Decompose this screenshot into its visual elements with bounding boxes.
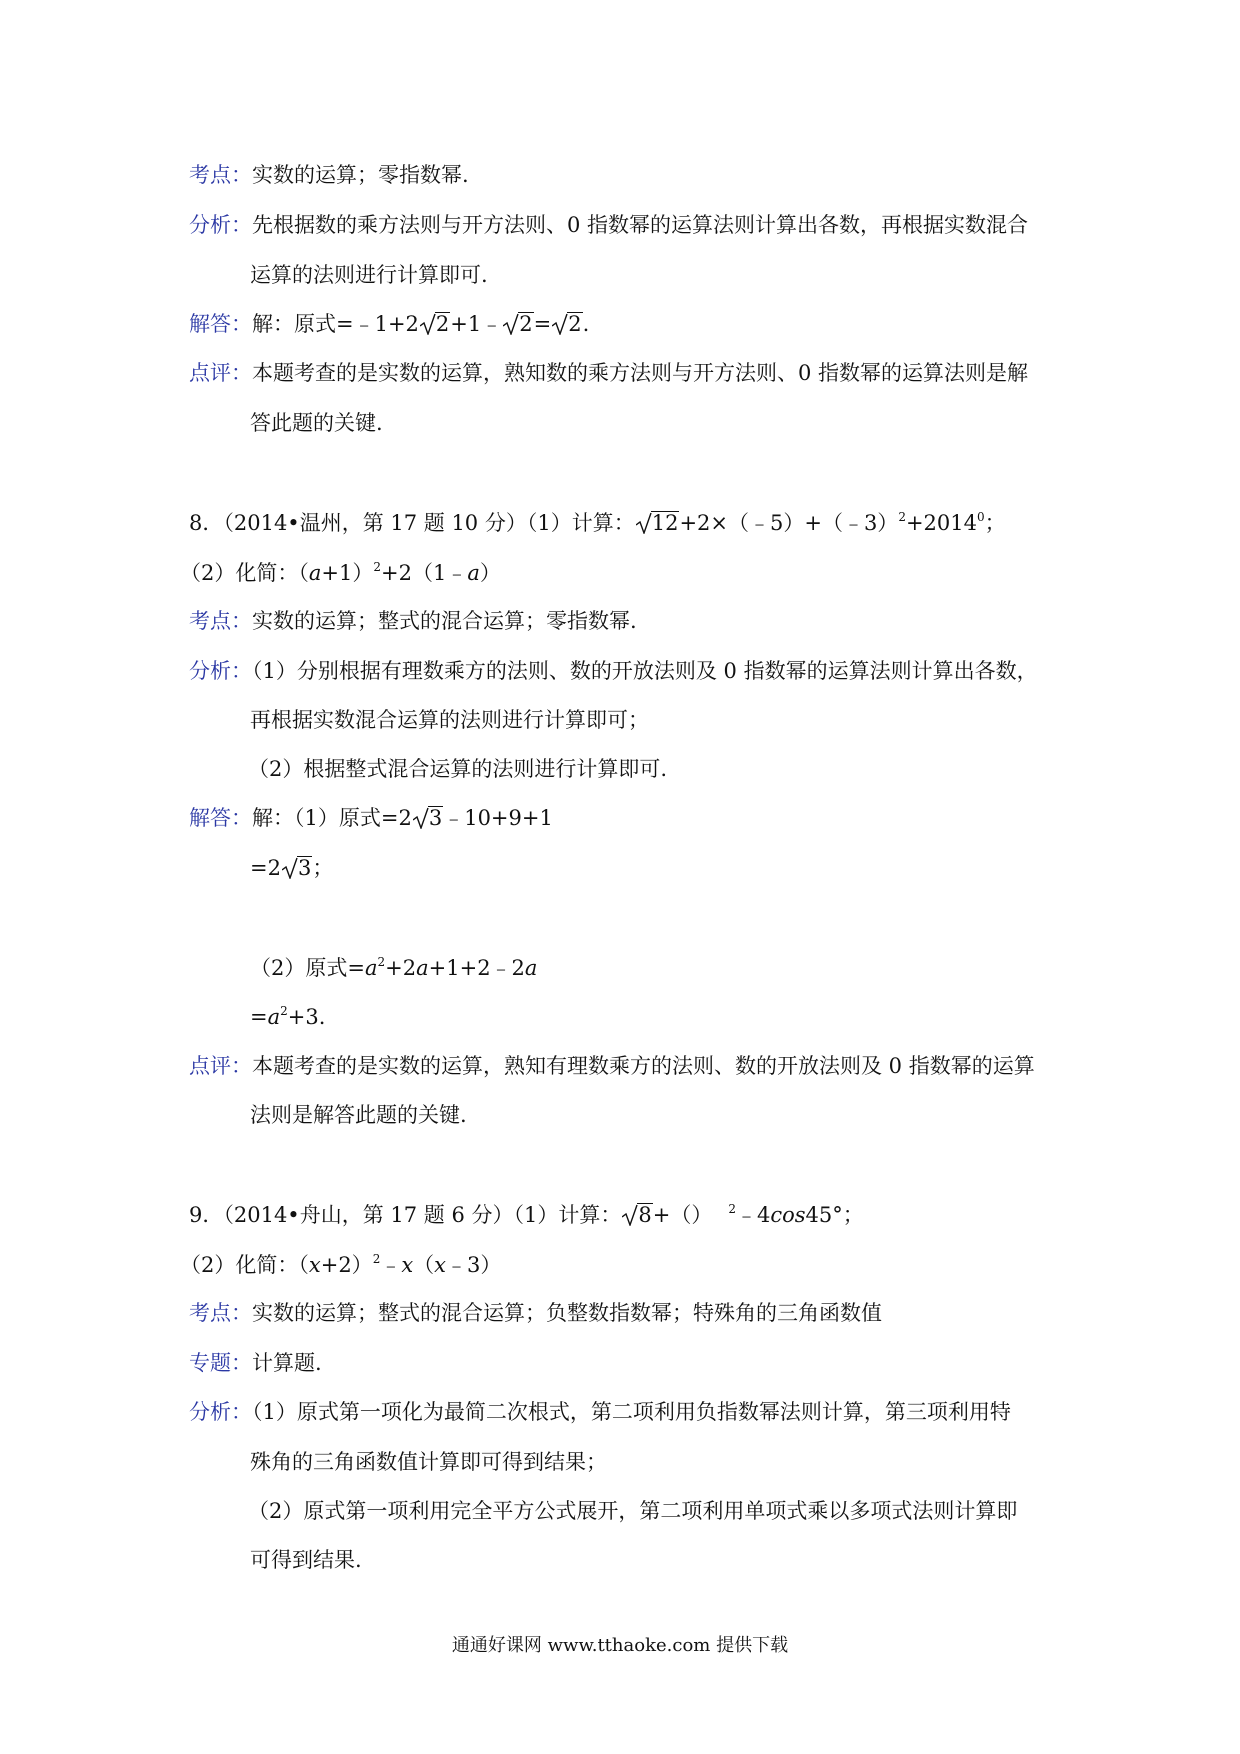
q1-text-b: +（） xyxy=(652,1203,713,1227)
kaodian-label: 考点： xyxy=(189,1301,252,1325)
q2-text-c: +2（1﹣ xyxy=(381,561,468,585)
p9-fenxi-line-4: 可得到结果. xyxy=(250,1548,362,1572)
p8-fenxi-line-3: （2）根据整式混合运算的法则进行计算即可. xyxy=(248,757,668,781)
jieda-text-c: = xyxy=(533,312,552,336)
radical-sign-icon xyxy=(282,857,298,879)
variable: a xyxy=(364,956,378,980)
sqrt-symbol xyxy=(552,312,582,337)
fenxi-label: 分析： xyxy=(189,1400,252,1424)
exponent: 2 xyxy=(373,560,382,574)
jieda-text-b: +1﹣ xyxy=(450,312,503,336)
p7-jieda-line xyxy=(189,312,589,337)
fenxi-text: 先根据数的乘方法则与开方法则、0 指数幂的运算法则计算出各数，再根据实数混合 xyxy=(252,213,1029,237)
p9-fenxi-line-1 xyxy=(189,1400,1011,1425)
jieda-text-a: 解：原式=﹣1+2 xyxy=(252,312,419,336)
p7-kaodian-line xyxy=(189,163,469,188)
radical-sign-icon xyxy=(420,313,436,335)
dianping-text: 本题考查的是实数的运算，熟知有理数乘方的法则、数的开放法则及 0 指数幂的运算 xyxy=(252,1054,1035,1078)
p8-solution-line-3 xyxy=(250,955,537,981)
q1-text-c: ﹣4 xyxy=(735,1203,771,1227)
variable: a xyxy=(308,561,322,585)
sqrt-symbol xyxy=(420,312,450,337)
p9-question-2 xyxy=(180,1252,501,1278)
variable: a xyxy=(467,561,480,585)
sol3-text-b: +2 xyxy=(385,956,417,980)
zhuanti-text: 计算题. xyxy=(252,1351,322,1375)
radical-sign-icon xyxy=(552,313,568,335)
q1-text-d: ； xyxy=(984,511,1006,535)
radical-sign-icon xyxy=(622,1204,638,1226)
exponent: 2 xyxy=(280,1004,288,1018)
jieda-label: 解答： xyxy=(189,806,252,830)
jieda-text-d: . xyxy=(582,312,590,336)
p8-fenxi-line-1 xyxy=(189,659,1038,684)
sqrt-symbol xyxy=(503,312,533,337)
sol4-text-b: +3. xyxy=(287,1005,326,1029)
radicand: 3 xyxy=(428,806,443,830)
variable: a xyxy=(267,1005,281,1029)
q1-text-b: +2×（﹣5）+（﹣3） xyxy=(679,511,899,535)
q1-text-c: +2014 xyxy=(905,511,977,535)
q2-text-d: ） xyxy=(479,561,501,585)
radical-sign-icon xyxy=(413,807,429,829)
dianping-label: 点评： xyxy=(189,1054,252,1078)
p9-zhuanti-line xyxy=(189,1351,322,1376)
q1-text-a: 9．（2014•舟山，第 17 题 6 分）（1）计算： xyxy=(189,1203,622,1227)
sol1-text-a: 解：（1）原式=2 xyxy=(252,806,412,830)
variable: a xyxy=(524,956,538,980)
variable: x xyxy=(434,1253,447,1277)
exponent: 2 xyxy=(377,955,386,969)
p9-fenxi-line-2: 殊角的三角函数值计算即可得到结果； xyxy=(250,1450,607,1474)
p9-question-1 xyxy=(189,1202,864,1228)
p8-dianping-line-1 xyxy=(189,1054,1035,1079)
p8-solution-line-4 xyxy=(250,1004,325,1030)
jieda-label: 解答： xyxy=(189,312,252,336)
q2-text-a: （2）化简：（ xyxy=(180,1253,309,1277)
kaodian-text: 实数的运算；整式的混合运算；零指数幂. xyxy=(252,609,637,633)
radical-sign-icon xyxy=(636,512,652,534)
dianping-text: 本题考查的是实数的运算，熟知数的乘方法则与开方法则、0 指数幂的运算法则是解 xyxy=(252,361,1029,385)
p9-fenxi-line-3: （2）原式第一项利用完全平方公式展开，第二项利用单项式乘以多项式法则计算即 xyxy=(248,1499,1018,1523)
kaodian-label: 考点： xyxy=(189,163,252,187)
p8-dianping-line-2: 法则是解答此题的关键. xyxy=(250,1103,467,1127)
exponent: 2 xyxy=(898,510,906,524)
sol4-text-a: = xyxy=(250,1005,268,1029)
q2-text-b: +1） xyxy=(321,561,374,585)
radicand: 2 xyxy=(435,312,450,336)
radical-sign-icon xyxy=(503,313,519,335)
p9-kaodian-line xyxy=(189,1301,882,1326)
fenxi-text: （1）原式第一项化为最简二次根式，第二项利用负指数幂法则计算，第三项利用特 xyxy=(252,1400,1011,1424)
sqrt-symbol xyxy=(413,806,443,831)
p8-question-2 xyxy=(180,560,501,586)
q1-text-a: 8．（2014•温州，第 17 题 10 分）（1）计算： xyxy=(189,511,635,535)
variable: x xyxy=(401,1253,414,1277)
radicand: 12 xyxy=(651,511,679,535)
p7-dianping-line-2: 答此题的关键. xyxy=(250,411,383,435)
radicand: 3 xyxy=(297,856,312,880)
p8-fenxi-line-2: 再根据实数混合运算的法则进行计算即可； xyxy=(250,708,649,732)
fenxi-text: （1）分别根据有理数乘方的法则、数的开放法则及 0 指数幂的运算法则计算出各数， xyxy=(252,659,1038,683)
p7-fenxi-line-1 xyxy=(189,213,1028,238)
kaodian-label: 考点： xyxy=(189,609,252,633)
kaodian-text: 实数的运算；零指数幂. xyxy=(252,163,469,187)
q2-text-b: +2） xyxy=(320,1253,373,1277)
radicand: 8 xyxy=(638,1203,652,1227)
p8-question-1 xyxy=(189,510,1006,536)
p7-fenxi-line-2: 运算的法则进行计算即可. xyxy=(250,263,488,287)
cos-function: cos xyxy=(770,1203,806,1227)
sqrt-symbol xyxy=(636,511,680,536)
exponent: 0 xyxy=(977,510,985,524)
p8-jieda-line xyxy=(189,806,553,831)
variable: x xyxy=(308,1253,321,1277)
exponent: 2 xyxy=(728,1202,736,1216)
sol3-text-a: （2）原式= xyxy=(250,956,365,980)
q2-text-e: ﹣3） xyxy=(446,1253,502,1277)
radicand: 2 xyxy=(568,312,582,336)
fenxi-label: 分析： xyxy=(189,659,252,683)
sqrt-symbol xyxy=(282,856,312,881)
sqrt-symbol xyxy=(622,1203,652,1228)
kaodian-text: 实数的运算；整式的混合运算；负整数指数幂；特殊角的三角函数值 xyxy=(252,1301,882,1325)
p7-dianping-line-1 xyxy=(189,361,1028,386)
sol2-text-b: ； xyxy=(312,856,334,880)
page-footer: 通通好课网 www.tthaoke.com 提供下载 xyxy=(451,1635,789,1656)
fenxi-label: 分析： xyxy=(189,213,252,237)
q2-text-d: （ xyxy=(413,1253,435,1277)
p8-solution-line-2 xyxy=(250,856,333,881)
exponent: 2 xyxy=(372,1252,381,1266)
p8-kaodian-line xyxy=(189,609,637,634)
radicand: 2 xyxy=(519,312,533,336)
q2-text-a: （2）化简：（ xyxy=(180,561,309,585)
q2-text-c: ﹣ xyxy=(380,1253,402,1277)
sol3-text-c: +1+2﹣2 xyxy=(428,956,525,980)
sol1-text-b: ﹣10+9+1 xyxy=(443,806,553,830)
dianping-label: 点评： xyxy=(189,361,252,385)
sol2-text-a: =2 xyxy=(250,856,281,880)
q1-text-d: 45°； xyxy=(805,1203,864,1227)
variable: a xyxy=(416,956,429,980)
zhuanti-label: 专题： xyxy=(189,1351,252,1375)
